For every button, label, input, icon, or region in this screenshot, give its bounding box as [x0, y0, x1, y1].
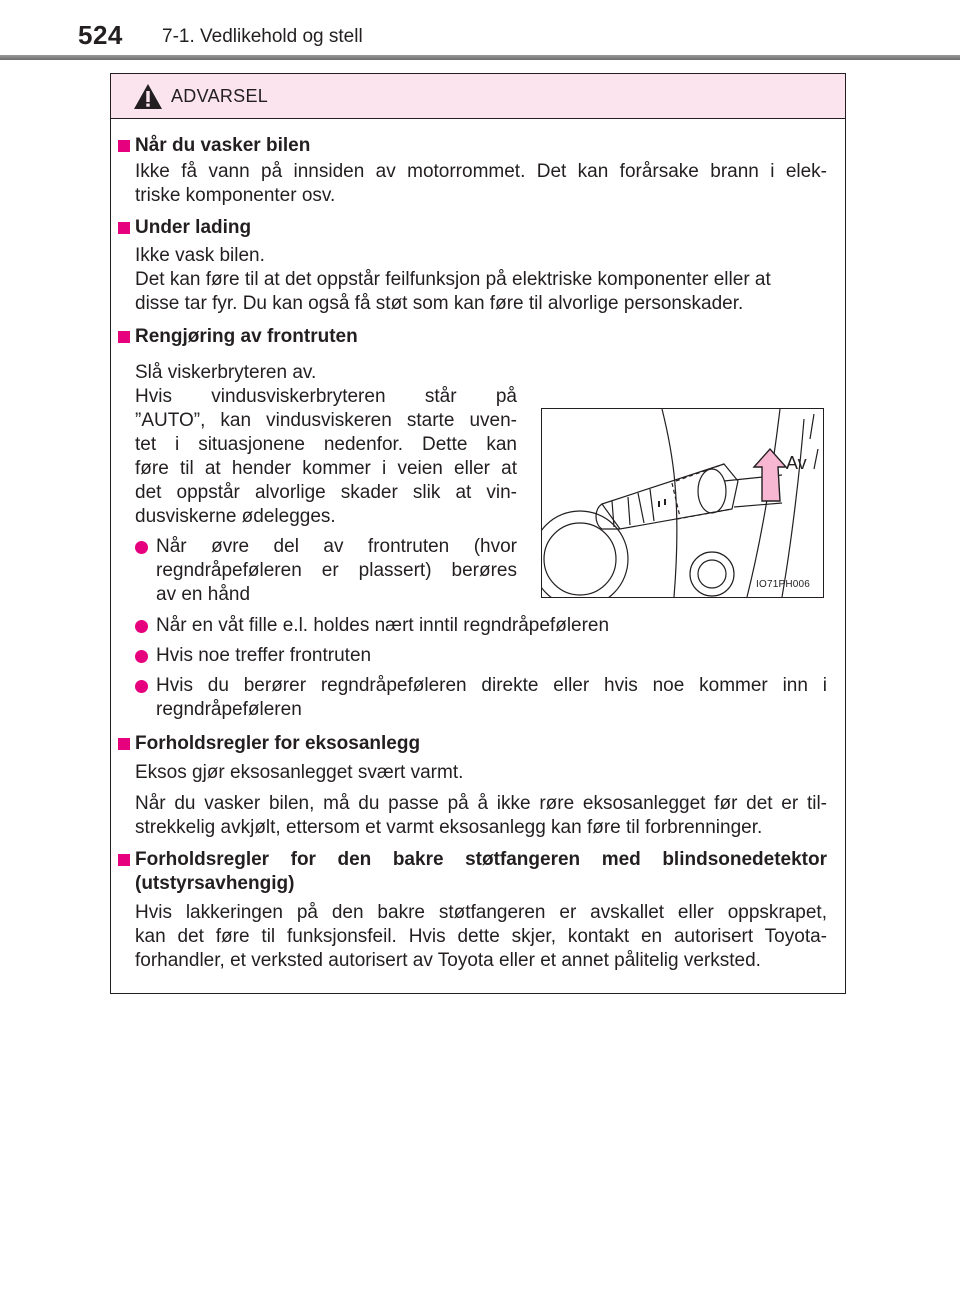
- bullet-text: av en hånd: [156, 584, 251, 605]
- wiper-switch-figure: [541, 408, 824, 598]
- body-text: tet i situasjonene nedenfor. Dette kan: [135, 434, 517, 455]
- body-text: disse tar fyr. Du kan også få støt som kan føre til alvorlige personskader.: [135, 293, 744, 314]
- body-text: Hvis lakkeringen på den bakre støtfangeren er avskallet eller oppskrapet,: [135, 902, 827, 923]
- bullet-dot: [135, 680, 148, 693]
- bullet-text: Når en våt fille e.l. holdes nært inntil regndråpeføleren: [156, 615, 610, 636]
- body-text: forhandler, et verksted autorisert av Toyota eller et annet pålitelig verksted.: [135, 950, 761, 971]
- section-heading: (utstyrsavhengig): [135, 873, 295, 894]
- section-title: 7-1. Vedlikehold og stell: [162, 26, 363, 47]
- page-header: [0, 0, 960, 62]
- section-heading: Under lading: [135, 217, 252, 238]
- section-marker: [118, 331, 130, 343]
- bullet-dot: [135, 650, 148, 663]
- body-text: kan det føre til funksjonsfeil. Hvis dette skjer, kontakt en autorisert Toyota-: [135, 926, 827, 947]
- body-text: Ikke vask bilen.: [135, 245, 265, 266]
- body-text: det oppstår alvorlige skader slik at vin-: [135, 482, 517, 503]
- body-text: føre til at hender kommer i veien eller at: [135, 458, 517, 479]
- body-text: strekkelig avkjølt, ettersom et varmt eksosanlegg kan føre til forbrenninger.: [135, 817, 763, 838]
- section-marker: [118, 738, 130, 750]
- body-text: dusviskerne ødelegges.: [135, 506, 336, 527]
- figure-code: IO71PH006: [756, 579, 811, 590]
- body-text: ”AUTO”, kan vindusviskeren starte uven-: [135, 410, 517, 431]
- body-text: Slå viskerbryteren av.: [135, 362, 317, 383]
- section-heading: Rengjøring av frontruten: [135, 326, 358, 347]
- page-number: 524: [78, 20, 123, 50]
- figure-label: Av: [786, 453, 807, 473]
- bullet-text: regndråpeføleren er plassert) berøres: [156, 560, 517, 581]
- body-text: triske komponenter osv.: [135, 185, 336, 206]
- section-marker: [118, 854, 130, 866]
- wiper-switch-illustration: [542, 409, 823, 597]
- warning-box: [110, 73, 846, 994]
- warning-header: [111, 74, 845, 119]
- section-heading: Når du vasker bilen: [135, 135, 311, 156]
- bullet-text: Når øvre del av frontruten (hvor: [156, 536, 517, 557]
- bullet-text: regndråpeføleren: [156, 699, 302, 720]
- section-heading: Forholdsregler for den bakre støtfangeren med blindsonedetektor: [135, 849, 827, 870]
- bullet-dot: [135, 541, 148, 554]
- body-text: Når du vasker bilen, må du passe på å ikke røre eksosanlegget før det er til-: [135, 793, 827, 814]
- warning-label: ADVARSEL: [171, 86, 269, 106]
- warning-triangle-icon: [133, 83, 163, 110]
- section-marker: [118, 222, 130, 234]
- body-text: Ikke få vann på innsiden av motorrommet. Det kan forårsake brann i elek-: [135, 161, 827, 182]
- bullet-text: Hvis du berører regndråpeføleren direkte eller hvis noe kommer inn i: [156, 675, 827, 696]
- header-rule: [0, 55, 960, 60]
- body-text: Hvis vindusviskerbryteren står på: [135, 386, 517, 407]
- bullet-text: Hvis noe treffer frontruten: [156, 645, 372, 666]
- bullet-dot: [135, 620, 148, 633]
- body-text: Det kan føre til at det oppstår feilfunksjon på elektriske komponenter eller at: [135, 269, 771, 290]
- section-heading: Forholdsregler for eksosanlegg: [135, 733, 421, 754]
- section-marker: [118, 140, 130, 152]
- body-text: Eksos gjør eksosanlegget svært varmt.: [135, 762, 464, 783]
